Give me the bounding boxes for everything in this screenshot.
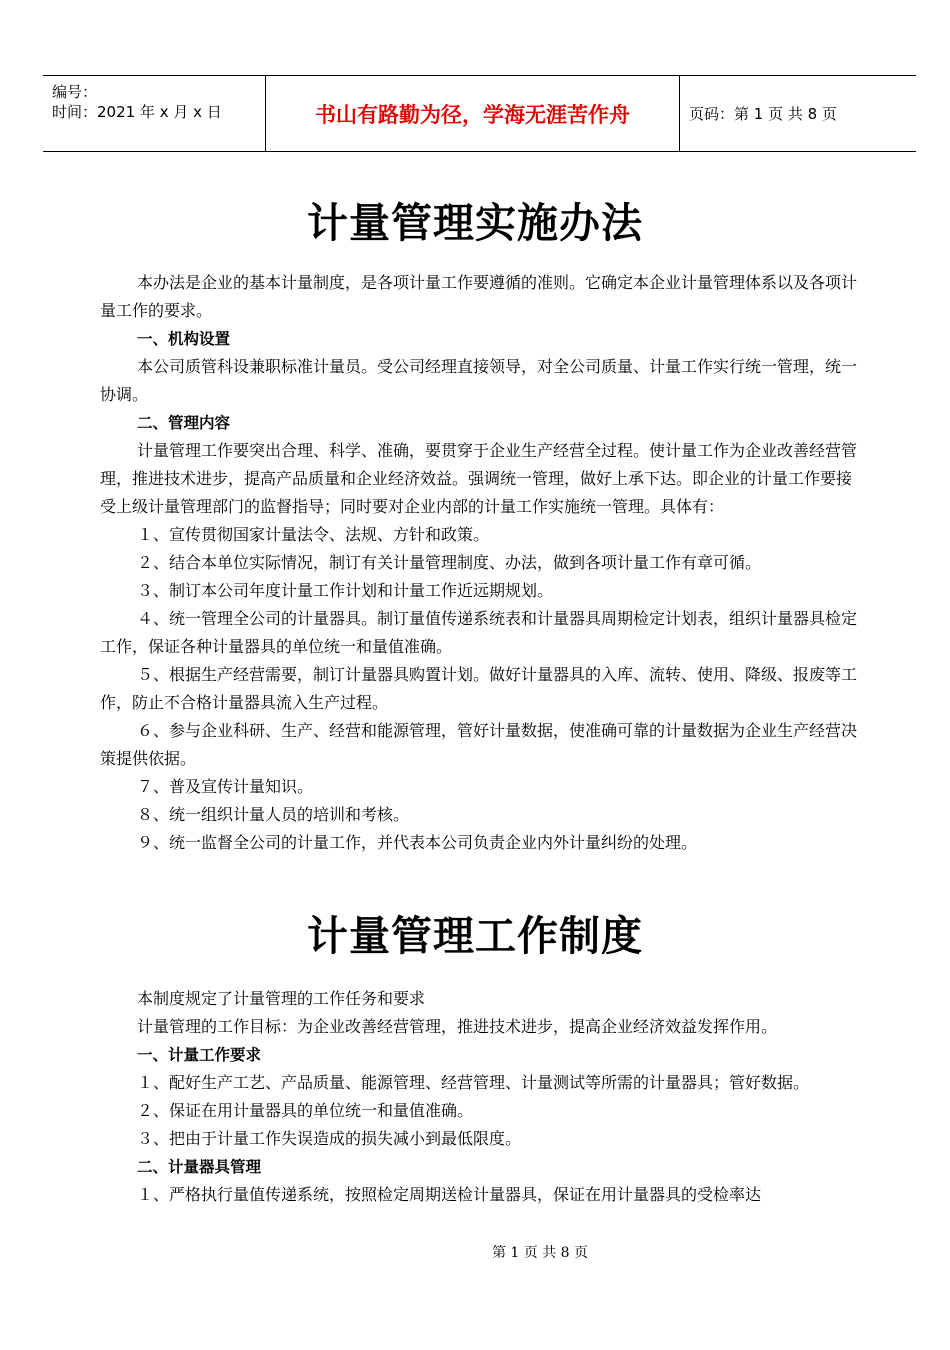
body-paragraph: １、严格执行量值传递系统，按照检定周期送检计量器具，保证在用计量器具的受检率达: [137, 1185, 762, 1204]
body-paragraph: １、宣传贯彻国家计量法令、法规、方针和政策。: [137, 525, 490, 544]
header-meta-cell: [43, 76, 265, 151]
section1-title: 计量管理实施办法: [307, 199, 643, 247]
body-paragraph: ７、普及宣传计量知识。: [137, 777, 314, 796]
body-paragraph: 本办法是企业的基本计量制度，是各项计量工作要遵循的准则。它确定本企业计量管理体系以及各项计量工作的要求。: [100, 273, 858, 320]
body-paragraph: 计量管理的工作目标：为企业改善经营管理，推进技术进步，提高企业经济效益发挥作用。: [137, 1017, 778, 1036]
body-paragraph: ９、统一监督全公司的计量工作，并代表本公司负责企业内外计量纠纷的处理。: [137, 833, 698, 852]
body-paragraph: ３、制订本公司年度计量工作计划和计量工作近远期规划。: [137, 581, 554, 600]
section1-body: [100, 269, 862, 857]
time-label: 时间：2021 年 x 月 x 日: [52, 103, 222, 121]
body-paragraph: ４、统一管理全公司的计量器具。制订量值传递系统表和计量器具周期检定计划表，组织计量器具检定工作，保证各种计量器具的单位统一和量值准确。: [100, 609, 858, 656]
section-heading: 一、机构设置: [137, 330, 231, 348]
body-paragraph: １、配好生产工艺、产品质量、能源管理、经营管理、计量测试等所需的计量器具；管好数据。: [137, 1073, 810, 1092]
section-heading: 二、计量器具管理: [137, 1158, 262, 1176]
body-paragraph: ６、参与企业科研、生产、经营和能源管理，管好计量数据，使准确可靠的计量数据为企业生产经营决策提供依据。: [100, 721, 858, 768]
document-header: [43, 75, 916, 152]
section-heading: 一、计量工作要求: [137, 1046, 262, 1064]
body-paragraph: ２、结合本单位实际情况，制订有关计量管理制度、办法，做到各项计量工作有章可循。: [137, 553, 762, 572]
body-paragraph: ５、根据生产经营需要，制订计量器具购置计划。做好计量器具的入库、流转、使用、降级、报废等工作，防止不合格计量器具流入生产过程。: [100, 665, 858, 712]
body-paragraph: 计量管理工作要突出合理、科学、准确，要贯穿于企业生产经营全过程。使计量工作为企业改善经营管理，推进技术进步，提高产品质量和企业经济效益。强调统一管理，做好上承下达。即企业的计量工作要接受上级计量管理部门的监督指导；同时要对企业内部的计量工作实施统一管理。具体有：: [100, 441, 858, 516]
body-paragraph: 本制度规定了计量管理的工作任务和要求: [137, 989, 426, 1008]
body-paragraph: ２、保证在用计量器具的单位统一和量值准确。: [137, 1101, 474, 1120]
header-motto: 书山有路勤为径，学海无涯苦作舟: [315, 102, 630, 127]
body-paragraph: ８、统一组织计量人员的培训和考核。: [137, 805, 410, 824]
body-paragraph: 本公司质管科设兼职标准计量员。受公司经理直接领导，对全公司质量、计量工作实行统一管理，统一协调。: [100, 357, 858, 404]
section2-title: 计量管理工作制度: [307, 912, 643, 960]
section-heading: 二、管理内容: [137, 414, 231, 432]
body-paragraph: ３、把由于计量工作失误造成的损失减小到最低限度。: [137, 1129, 522, 1148]
page-footer: 第 1 页 共 8 页: [491, 1245, 589, 1261]
header-page-code: 页码：第 1 页 共 8 页: [689, 105, 837, 123]
number-label: 编号：: [52, 83, 98, 101]
section2-body: [100, 985, 862, 1209]
